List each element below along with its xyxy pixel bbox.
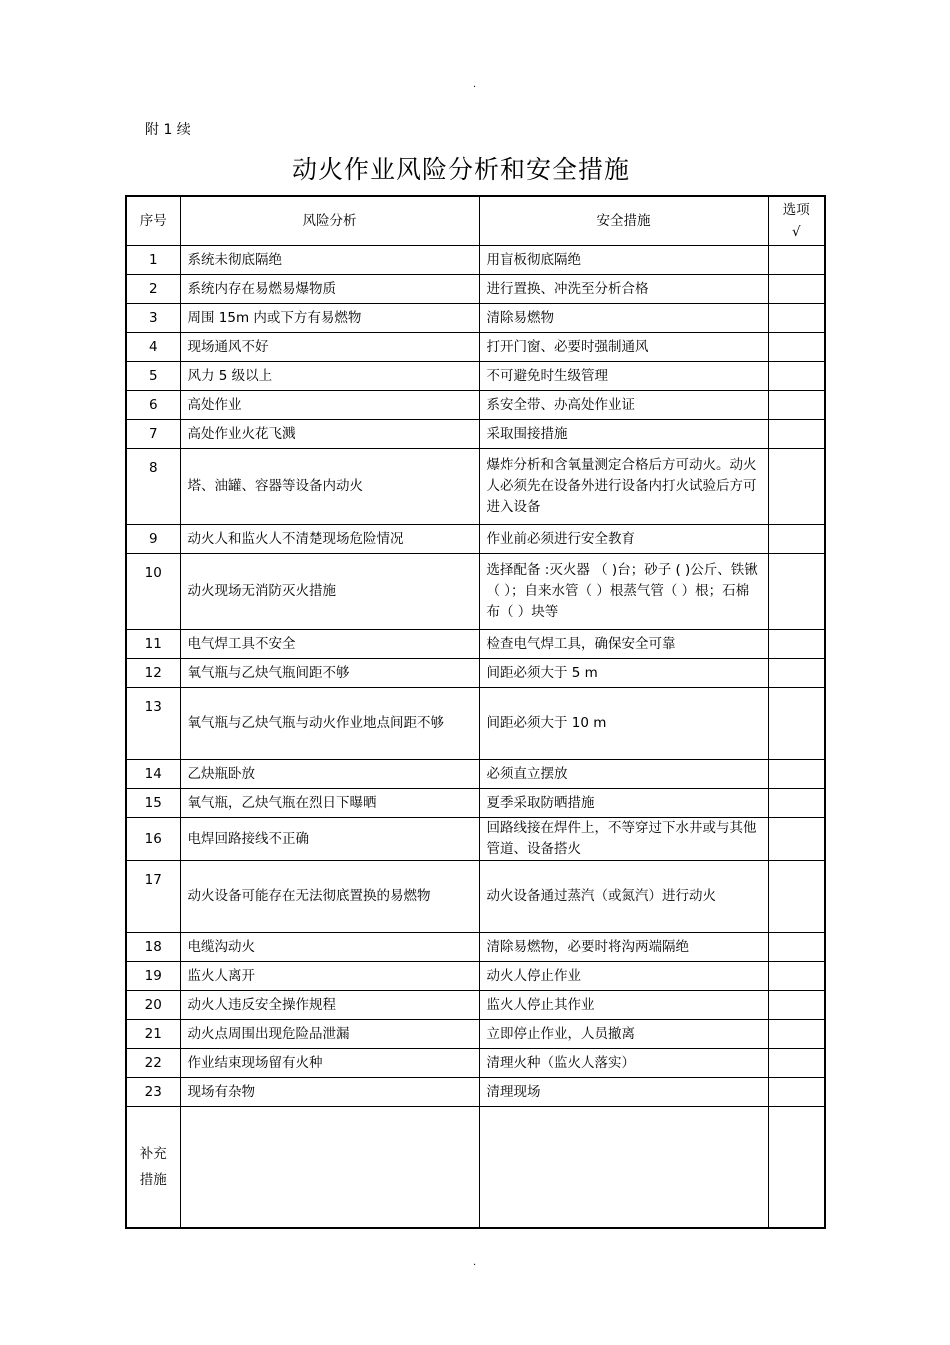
row-risk: 动火人违反安全操作规程 — [180, 991, 479, 1020]
table-row — [126, 554, 825, 630]
row-measure: 爆炸分析和含氧量测定合格后方可动火。动火人必须先在设备外进行设备内打火试验后方可进入设备 — [479, 449, 768, 525]
row-measure: 进行置换、冲洗至分析合格 — [479, 275, 768, 304]
row-no: 13 — [126, 688, 180, 760]
row-risk: 电焊回路接线不正确 — [180, 818, 479, 861]
row-no: 15 — [126, 789, 180, 818]
row-measure: 清理现场 — [479, 1078, 768, 1107]
row-measure: 用盲板彻底隔绝 — [479, 246, 768, 275]
row-no: 12 — [126, 659, 180, 688]
supplement-label-line1: 补充 — [139, 1146, 167, 1162]
table-row — [126, 991, 825, 1020]
row-no: 9 — [126, 525, 180, 554]
table-row — [126, 962, 825, 991]
row-measure: 清理火种（监火人落实） — [479, 1049, 768, 1078]
supplement-measure-cell[interactable] — [479, 1107, 768, 1229]
row-measure: 必须直立摆放 — [479, 760, 768, 789]
option-cell[interactable] — [768, 304, 825, 333]
row-no: 2 — [126, 275, 180, 304]
row-risk: 乙炔瓶卧放 — [180, 760, 479, 789]
table-row — [126, 525, 825, 554]
table-header-row — [126, 196, 825, 246]
row-risk: 系统内存在易燃易爆物质 — [180, 275, 479, 304]
option-cell[interactable] — [768, 246, 825, 275]
row-measure: 动火设备通过蒸汽（或氮汽）进行动火 — [479, 861, 768, 933]
row-no: 21 — [126, 1020, 180, 1049]
option-cell[interactable] — [768, 659, 825, 688]
header-measure: 安全措施 — [479, 196, 768, 246]
table-row — [126, 304, 825, 333]
row-risk: 现场有杂物 — [180, 1078, 479, 1107]
header-risk: 风险分析 — [180, 196, 479, 246]
option-cell[interactable] — [768, 391, 825, 420]
row-no: 8 — [126, 449, 180, 525]
table-row — [126, 1049, 825, 1078]
row-no: 11 — [126, 630, 180, 659]
row-risk: 氧气瓶，乙炔气瓶在烈日下曝晒 — [180, 789, 479, 818]
table-row — [126, 333, 825, 362]
table-row — [126, 420, 825, 449]
row-risk: 系统未彻底隔绝 — [180, 246, 479, 275]
risk-measures-table — [125, 195, 826, 1229]
appendix-label: 附 1 续 — [145, 122, 191, 138]
row-no: 10 — [126, 554, 180, 630]
row-no: 19 — [126, 962, 180, 991]
option-cell[interactable] — [768, 861, 825, 933]
row-no: 6 — [126, 391, 180, 420]
table-row — [126, 688, 825, 760]
row-measure: 监火人停止其作业 — [479, 991, 768, 1020]
table-row — [126, 391, 825, 420]
row-no: 23 — [126, 1078, 180, 1107]
row-no: 17 — [126, 861, 180, 933]
row-risk: 氧气瓶与乙炔气瓶与动火作业地点间距不够 — [180, 688, 479, 760]
row-no: 1 — [126, 246, 180, 275]
option-cell[interactable] — [768, 991, 825, 1020]
checkmark-icon: √ — [791, 224, 801, 240]
option-cell[interactable] — [768, 789, 825, 818]
row-measure: 间距必须大于 5 m — [479, 659, 768, 688]
supplement-row — [126, 1107, 825, 1229]
option-cell[interactable] — [768, 1078, 825, 1107]
row-risk: 动火点周围出现危险品泄漏 — [180, 1020, 479, 1049]
row-measure: 立即停止作业，人员撤离 — [479, 1020, 768, 1049]
table-row — [126, 362, 825, 391]
option-cell[interactable] — [768, 818, 825, 861]
table-row — [126, 818, 825, 861]
row-measure: 清除易燃物，必要时将沟两端隔绝 — [479, 933, 768, 962]
option-cell[interactable] — [768, 933, 825, 962]
option-cell[interactable] — [768, 760, 825, 789]
row-no: 22 — [126, 1049, 180, 1078]
row-risk: 动火设备可能存在无法彻底置换的易燃物 — [180, 861, 479, 933]
table-row — [126, 789, 825, 818]
row-measure: 回路线接在焊件上，不等穿过下水井或与其他管道、设备搭火 — [479, 818, 768, 861]
supplement-label — [126, 1107, 180, 1229]
option-cell[interactable] — [768, 420, 825, 449]
row-risk: 电气焊工具不安全 — [180, 630, 479, 659]
option-cell[interactable] — [768, 1049, 825, 1078]
row-no: 5 — [126, 362, 180, 391]
header-option-label: 选项 — [782, 202, 810, 218]
row-risk: 动火人和监火人不清楚现场危险情况 — [180, 525, 479, 554]
table-row — [126, 1020, 825, 1049]
page-title: 动火作业风险分析和安全措施 — [291, 155, 630, 184]
table-row — [126, 933, 825, 962]
header-dot: . — [473, 79, 477, 90]
option-cell[interactable] — [768, 525, 825, 554]
supplement-risk-cell[interactable] — [180, 1107, 479, 1229]
option-cell[interactable] — [768, 275, 825, 304]
row-measure: 检查电气焊工具，确保安全可靠 — [479, 630, 768, 659]
table-row — [126, 659, 825, 688]
row-measure: 动火人停止作业 — [479, 962, 768, 991]
option-cell[interactable] — [768, 449, 825, 525]
table-row — [126, 861, 825, 933]
row-risk: 现场通风不好 — [180, 333, 479, 362]
row-risk: 高处作业 — [180, 391, 479, 420]
row-no: 14 — [126, 760, 180, 789]
row-measure: 选择配备 :灭火器 （ )台；砂子 ( )公斤、铁锹（ ）；自来水管（ ）根蒸气管（ ）根；石棉布（ ）块等 — [479, 554, 768, 630]
table-row — [126, 630, 825, 659]
row-measure: 间距必须大于 10 m — [479, 688, 768, 760]
row-measure: 夏季采取防晒措施 — [479, 789, 768, 818]
row-no: 16 — [126, 818, 180, 861]
option-cell[interactable] — [768, 962, 825, 991]
table-row — [126, 760, 825, 789]
header-option — [768, 196, 825, 246]
row-risk: 高处作业火花飞溅 — [180, 420, 479, 449]
row-measure: 采取围接措施 — [479, 420, 768, 449]
row-risk: 动火现场无消防灭火措施 — [180, 554, 479, 630]
row-no: 18 — [126, 933, 180, 962]
option-cell[interactable] — [768, 1020, 825, 1049]
row-risk: 氧气瓶与乙炔气瓶间距不够 — [180, 659, 479, 688]
row-risk: 塔、油罐、容器等设备内动火 — [180, 449, 479, 525]
supplement-option-cell[interactable] — [768, 1107, 825, 1229]
row-risk: 电缆沟动火 — [180, 933, 479, 962]
option-cell[interactable] — [768, 688, 825, 760]
row-measure: 作业前必须进行安全教育 — [479, 525, 768, 554]
option-cell[interactable] — [768, 630, 825, 659]
row-measure: 不可避免时生级管理 — [479, 362, 768, 391]
table-row — [126, 275, 825, 304]
footer-dot: . — [473, 1257, 477, 1268]
row-measure: 打开门窗、必要时强制通风 — [479, 333, 768, 362]
option-cell[interactable] — [768, 333, 825, 362]
row-risk: 周围 15m 内或下方有易燃物 — [180, 304, 479, 333]
header-no: 序号 — [126, 196, 180, 246]
row-measure: 系安全带、办高处作业证 — [479, 391, 768, 420]
row-risk: 作业结束现场留有火种 — [180, 1049, 479, 1078]
row-no: 20 — [126, 991, 180, 1020]
row-no: 4 — [126, 333, 180, 362]
table-row — [126, 449, 825, 525]
option-cell[interactable] — [768, 362, 825, 391]
supplement-label-line2: 措施 — [139, 1172, 167, 1188]
table-row — [126, 1078, 825, 1107]
table-row — [126, 246, 825, 275]
row-risk: 监火人离开 — [180, 962, 479, 991]
option-cell[interactable] — [768, 554, 825, 630]
row-no: 3 — [126, 304, 180, 333]
row-risk: 风力 5 级以上 — [180, 362, 479, 391]
row-no: 7 — [126, 420, 180, 449]
row-measure: 清除易燃物 — [479, 304, 768, 333]
